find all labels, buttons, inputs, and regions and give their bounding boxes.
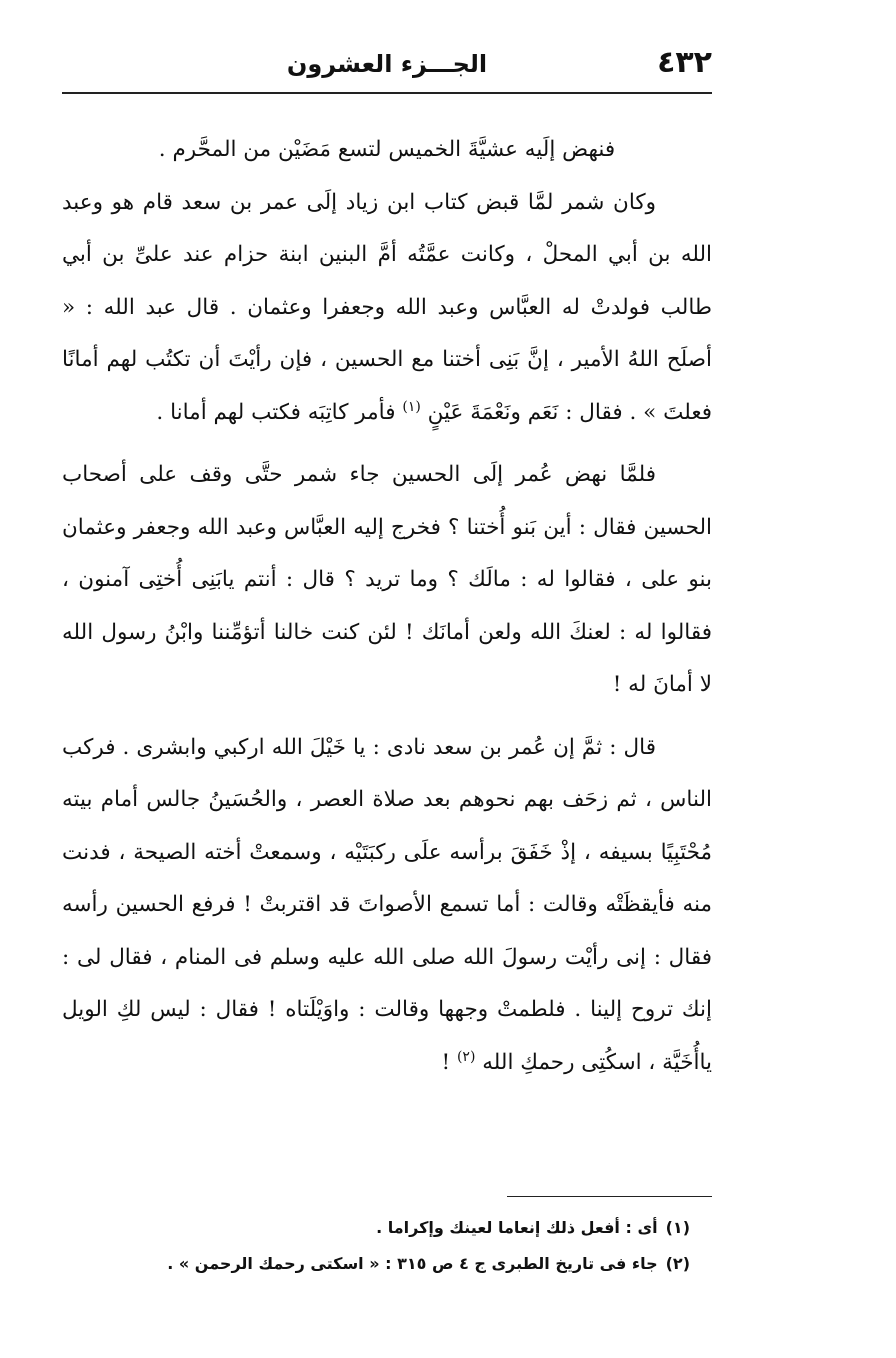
footnote-1-number: (١) bbox=[665, 1218, 690, 1237]
footnote-2 bbox=[62, 1246, 712, 1282]
paragraph-3 bbox=[62, 722, 712, 1090]
book-page bbox=[62, 40, 712, 1330]
footnote-ref-1[interactable]: (١) bbox=[402, 398, 421, 415]
paragraph-3-text-after: ! bbox=[441, 1049, 451, 1075]
paragraph-1-text: وكان شمر لمَّا قبض كتاب ابن زياد إلَى عمر بن سعد قام هو وعبد الله بن أبي المحلْ ، وكانت عمَّتُه أمَّ البنين ابنة حزام عند علىِّ بن أبي طالب فولدتْ له العبَّاس وعبد الله وجعفرا وعثمان . قال عبد الله : « أصلَح اللهُ الأمير ، إنَّ بَنِى أختنا مع الحسين ، فإن رأيْتَ أن تكتُب لهم أمانًا فعلتَ » . فقال : نَعَم ونَعْمَةَ عَيْنٍ bbox=[62, 189, 712, 425]
footnote-1-text: أى : أفعل ذلك إنعاما لعينك وإكراما . bbox=[376, 1218, 658, 1237]
footnote-divider bbox=[507, 1196, 712, 1197]
running-title: الجـــزء العشرون bbox=[286, 50, 488, 78]
footnote-1 bbox=[62, 1210, 712, 1246]
footnote-2-text: جاء فى تاريخ الطبرى ج ٤ ص ٣١٥ : « اسكتى رحمك الرحمن » . bbox=[167, 1254, 658, 1273]
footnote-ref-2[interactable]: (٢) bbox=[456, 1048, 476, 1065]
paragraph-1-text-after: فأمر كاتِبَه فكتب لهم أمانا . bbox=[156, 399, 396, 425]
paragraph-2: فلمَّا نهض عُمر إلَى الحسين جاء شمر حتَّى وقف على أصحاب الحسين فقال : أين بَنو أُختنا ؟ فخرج إليه العبَّاس وعبد الله وجعفر وعثمان بنو على ، فقالوا له : مالَك ؟ وما تريد ؟ قال : أنتم يابَنِى أُختِى آمنون ، فقالوا له : لعنكَ الله ولعن أمانَك ! لئن كنت خالنا أتؤمِّننا وابْنُ رسول الله لا أمانَ له ! bbox=[62, 462, 712, 697]
footnotes bbox=[62, 1210, 712, 1282]
page-number: ٤٣٢ bbox=[657, 45, 712, 80]
paragraph-1 bbox=[62, 177, 712, 440]
opening-line: فنهض إلَيه عشيَّةَ الخميس لتسع مَضَيْن من المحَّرم . bbox=[158, 137, 616, 162]
body-text bbox=[62, 124, 712, 1089]
paragraph-3-text: قال : ثمَّ إن عُمر بن سعد نادى : يا خَيْلَ الله اركبي وابشرى . فركب الناس ، ثم زحَف بهم نحوهم بعد صلاة العصر ، والحُسَينُ جالس أمام بيته مُحْتَبِيًا بسيفه ، إذْ خَفَقَ برأسه علَى ركبَتَيْه ، وسمعتْ أخته الصيحة ، فدنت منه فأيقظَتْه وقالت : أما تسمع الأصواتَ قد اقتربتْ ! فرفع الحسين رأسه فقال : إنى رأيْت رسولَ الله صلى الله عليه وسلم فى المنام ، فقال لى : إنك تروح إلينا . فلطمتْ وجهها وقالت : واوَيْلَتاه ! فقال : ليس لكِ الويل ياأُخَيَّة ، اسكُتِى رحمكِ الله bbox=[62, 734, 712, 1075]
footnote-2-number: (٢) bbox=[665, 1254, 690, 1273]
running-head bbox=[62, 40, 712, 94]
